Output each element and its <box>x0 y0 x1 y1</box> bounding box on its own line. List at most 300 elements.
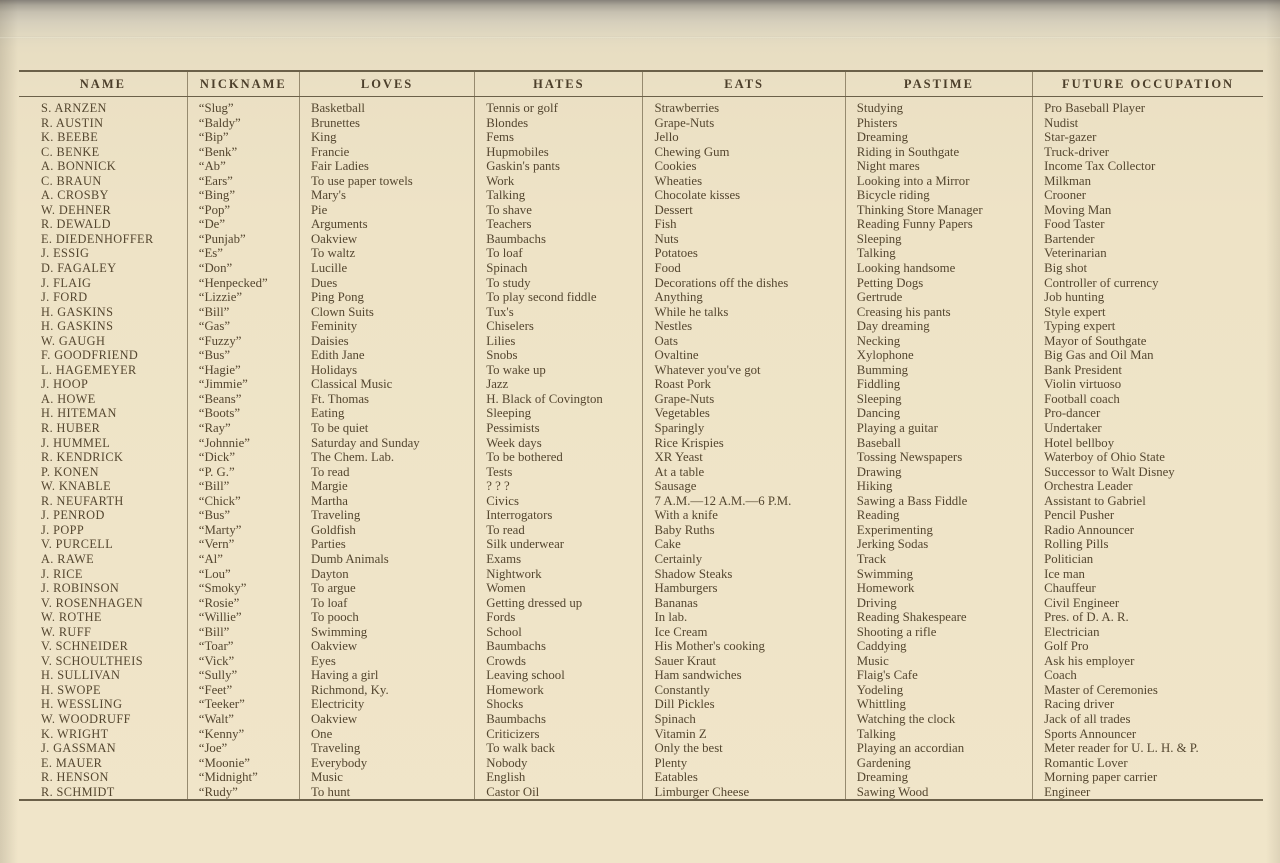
cell-hates: Interrogators <box>475 508 643 523</box>
table-row <box>19 639 1263 654</box>
cell-hates: Snobs <box>475 348 643 363</box>
cell-loves: Eyes <box>299 654 474 669</box>
cell-eats: Bananas <box>643 596 845 611</box>
cell-pastime: Looking handsome <box>845 261 1032 276</box>
cell-nickname: “Dick” <box>187 450 299 465</box>
cell-eats: XR Yeast <box>643 450 845 465</box>
table-row <box>19 537 1263 552</box>
cell-eats: Spinach <box>643 712 845 727</box>
cell-future_occupation: Radio Announcer <box>1044 522 1135 537</box>
cell-name: R. AUSTIN <box>19 116 187 131</box>
cell-hates: Women <box>475 581 643 596</box>
cell-eats: Ice Cream <box>643 625 845 640</box>
cell-name: W. WOODRUFF <box>19 712 187 727</box>
cell-pastime: Fiddling <box>845 377 1032 392</box>
cell-eats: Cookies <box>643 159 845 174</box>
cell-eats: Chewing Gum <box>643 145 845 160</box>
cell-future_occupation: Big Gas and Oil Man <box>1044 348 1154 363</box>
table-row <box>19 741 1263 756</box>
cell-hates: Sleeping <box>475 406 643 421</box>
cell-hates: To shave <box>475 203 643 218</box>
cell-hates: Baumbachs <box>475 232 643 247</box>
cell-hates: To play second fiddle <box>475 290 643 305</box>
cell-future_occupation: Truck-driver <box>1044 144 1110 159</box>
cell-hates: To loaf <box>475 246 643 261</box>
cell-name: J. ROBINSON <box>19 581 187 596</box>
table-row <box>19 436 1263 451</box>
cell-future_occupation: Mayor of Southgate <box>1044 333 1147 348</box>
cell-name: K. WRIGHT <box>19 727 187 742</box>
table-row <box>19 290 1263 305</box>
cell-name: D. FAGALEY <box>19 261 187 276</box>
cell-future_occupation: Bartender <box>1044 231 1095 246</box>
cell-nickname: “Vick” <box>187 654 299 669</box>
cell-pastime: Petting Dogs <box>845 276 1032 291</box>
table-row <box>19 406 1263 421</box>
cell-name: A. CROSBY <box>19 188 187 203</box>
cell-name: P. KONEN <box>19 465 187 480</box>
table-row <box>19 552 1263 567</box>
cell-hates: Civics <box>475 494 643 509</box>
cell-future_occupation: Jack of all trades <box>1044 711 1131 726</box>
cell-future_occupation: Income Tax Collector <box>1044 159 1156 174</box>
cell-loves: Ft. Thomas <box>299 392 474 407</box>
cell-name: C. BRAUN <box>19 174 187 189</box>
table-row <box>19 654 1263 669</box>
cell-name: V. ROSENHAGEN <box>19 596 187 611</box>
cell-nickname: “Feet” <box>187 683 299 698</box>
cell-name: J. ESSIG <box>19 246 187 261</box>
cell-nickname: “Vern” <box>187 537 299 552</box>
cell-nickname: “Moonie” <box>187 756 299 771</box>
cell-future_occupation: Racing driver <box>1044 697 1115 712</box>
cell-name: J. POPP <box>19 523 187 538</box>
cell-nickname: “Lizzie” <box>187 290 299 305</box>
cell-pastime: Bicycle riding <box>845 188 1032 203</box>
cell-pastime: Sawing a Bass Fiddle <box>845 494 1032 509</box>
column-header-hates: HATES <box>475 71 643 97</box>
cell-hates: Week days <box>475 436 643 451</box>
cell-nickname: “Pop” <box>187 203 299 218</box>
cell-loves: To waltz <box>299 246 474 261</box>
cell-name: J. HUMMEL <box>19 436 187 451</box>
cell-eats: Vegetables <box>643 406 845 421</box>
cell-eats: Jello <box>643 130 845 145</box>
cell-pastime: Jerking Sodas <box>845 537 1032 552</box>
cell-loves: Oakview <box>299 712 474 727</box>
cell-eats: Only the best <box>643 741 845 756</box>
table-body <box>19 97 1263 801</box>
cell-eats: Sausage <box>643 479 845 494</box>
cell-nickname: “Fuzzy” <box>187 334 299 349</box>
cell-eats: Constantly <box>643 683 845 698</box>
cell-nickname: “Midnight” <box>187 770 299 785</box>
cell-eats: Strawberries <box>643 97 845 116</box>
cell-nickname: “Marty” <box>187 523 299 538</box>
cell-future_occupation: Engineer <box>1044 784 1091 799</box>
table-row <box>19 174 1263 189</box>
cell-nickname: “Baldy” <box>187 116 299 131</box>
cell-pastime: Sleeping <box>845 392 1032 407</box>
table-row <box>19 610 1263 625</box>
cell-eats: Grape-Nuts <box>643 116 845 131</box>
cell-hates: To wake up <box>475 363 643 378</box>
table-row <box>19 508 1263 523</box>
cell-nickname: “Boots” <box>187 406 299 421</box>
cell-name: R. KENDRICK <box>19 450 187 465</box>
table-row <box>19 261 1263 276</box>
cell-hates: Nightwork <box>475 567 643 582</box>
cell-future_occupation: Rolling Pills <box>1044 537 1109 552</box>
cell-future_occupation: Civil Engineer <box>1044 595 1120 610</box>
cell-loves: Everybody <box>299 756 474 771</box>
cell-loves: To read <box>299 465 474 480</box>
cell-future_occupation: Waterboy of Ohio State <box>1044 450 1165 465</box>
cell-nickname: “Jimmie” <box>187 377 299 392</box>
table-row <box>19 668 1263 683</box>
table-row <box>19 232 1263 247</box>
senior-statistics-table <box>19 70 1263 801</box>
header-row <box>19 71 1263 97</box>
cell-eats: Rice Krispies <box>643 436 845 451</box>
table-row <box>19 581 1263 596</box>
cell-nickname: “Rudy” <box>187 785 299 801</box>
cell-nickname: “Punjab” <box>187 232 299 247</box>
cell-name: J. HOOP <box>19 377 187 392</box>
cell-future_occupation: Milkman <box>1044 173 1092 188</box>
cell-hates: Castor Oil <box>475 785 643 801</box>
table-row <box>19 305 1263 320</box>
cell-eats: Certainly <box>643 552 845 567</box>
cell-name: A. RAWE <box>19 552 187 567</box>
cell-loves: Feminity <box>299 319 474 334</box>
cell-eats: Roast Pork <box>643 377 845 392</box>
cell-loves: Oakview <box>299 232 474 247</box>
table-row <box>19 319 1263 334</box>
cell-eats: In lab. <box>643 610 845 625</box>
cell-pastime: Hiking <box>845 479 1032 494</box>
cell-nickname: “Kenny” <box>187 727 299 742</box>
cell-eats: Whatever you've got <box>643 363 845 378</box>
cell-future_occupation: Big shot <box>1044 261 1088 276</box>
cell-nickname: “Don” <box>187 261 299 276</box>
cell-pastime: Playing an accordian <box>845 741 1032 756</box>
cell-loves: Saturday and Sunday <box>299 436 474 451</box>
cell-hates: Tennis or golf <box>475 97 643 116</box>
cell-pastime: Thinking Store Manager <box>845 203 1032 218</box>
cell-future_occupation: Coach <box>1044 668 1077 683</box>
cell-loves: Ping Pong <box>299 290 474 305</box>
cell-future_occupation: Violin virtuoso <box>1044 377 1122 392</box>
cell-eats: Nuts <box>643 232 845 247</box>
cell-name: H. SWOPE <box>19 683 187 698</box>
cell-hates: Getting dressed up <box>475 596 643 611</box>
cell-hates: Work <box>475 174 643 189</box>
cell-loves: Classical Music <box>299 377 474 392</box>
table-row <box>19 145 1263 160</box>
cell-hates: Leaving school <box>475 668 643 683</box>
cell-loves: Martha <box>299 494 474 509</box>
cell-pastime: Looking into a Mirror <box>845 174 1032 189</box>
cell-hates: Chiselers <box>475 319 643 334</box>
cell-loves: Dayton <box>299 567 474 582</box>
cell-name: V. PURCELL <box>19 537 187 552</box>
cell-pastime: Reading Shakespeare <box>845 610 1032 625</box>
cell-nickname: “Es” <box>187 246 299 261</box>
cell-nickname: “De” <box>187 217 299 232</box>
cell-future_occupation: Chauffeur <box>1044 581 1096 596</box>
cell-future_occupation: Hotel bellboy <box>1044 435 1115 450</box>
cell-hates: Homework <box>475 683 643 698</box>
cell-pastime: Bumming <box>845 363 1032 378</box>
cell-name: H. GASKINS <box>19 319 187 334</box>
cell-name: A. HOWE <box>19 392 187 407</box>
cell-hates: Spinach <box>475 261 643 276</box>
cell-pastime: Swimming <box>845 567 1032 582</box>
table-row <box>19 697 1263 712</box>
cell-nickname: “Hagie” <box>187 363 299 378</box>
cell-pastime: Playing a guitar <box>845 421 1032 436</box>
column-header-pastime: PASTIME <box>845 71 1032 97</box>
paper-crease <box>0 36 1280 39</box>
cell-loves: To be quiet <box>299 421 474 436</box>
cell-loves: To argue <box>299 581 474 596</box>
cell-name: A. BONNICK <box>19 159 187 174</box>
cell-pastime: Yodeling <box>845 683 1032 698</box>
cell-pastime: Day dreaming <box>845 319 1032 334</box>
cell-eats: 7 A.M.—12 A.M.—6 P.M. <box>643 494 845 509</box>
cell-loves: Pie <box>299 203 474 218</box>
cell-name: H. SULLIVAN <box>19 668 187 683</box>
cell-eats: At a table <box>643 465 845 480</box>
cell-pastime: Watching the clock <box>845 712 1032 727</box>
table-row <box>19 334 1263 349</box>
cell-nickname: “Henpecked” <box>187 276 299 291</box>
cell-loves: Edith Jane <box>299 348 474 363</box>
cell-name: F. GOODFRIEND <box>19 348 187 363</box>
cell-pastime: Xylophone <box>845 348 1032 363</box>
cell-future_occupation: Assistant to Gabriel <box>1044 493 1146 508</box>
cell-pastime: Creasing his pants <box>845 305 1032 320</box>
cell-loves: Traveling <box>299 508 474 523</box>
cell-loves: Holidays <box>299 363 474 378</box>
cell-future_occupation: Politician <box>1044 551 1094 566</box>
table-row <box>19 276 1263 291</box>
cell-future_occupation: Electrician <box>1044 624 1100 639</box>
cell-eats: Food <box>643 261 845 276</box>
cell-loves: To loaf <box>299 596 474 611</box>
cell-pastime: Gardening <box>845 756 1032 771</box>
cell-future_occupation: Controller of currency <box>1044 275 1159 290</box>
cell-eats: Eatables <box>643 770 845 785</box>
cell-eats: Sparingly <box>643 421 845 436</box>
cell-loves: Music <box>299 770 474 785</box>
cell-pastime: Caddying <box>845 639 1032 654</box>
cell-nickname: “Benk” <box>187 145 299 160</box>
cell-eats: Anything <box>643 290 845 305</box>
cell-nickname: “Willie” <box>187 610 299 625</box>
cell-hates: Tux's <box>475 305 643 320</box>
cell-pastime: Dreaming <box>845 770 1032 785</box>
cell-eats: Shadow Steaks <box>643 567 845 582</box>
cell-loves: Fair Ladies <box>299 159 474 174</box>
cell-nickname: “Bill” <box>187 625 299 640</box>
table-row <box>19 567 1263 582</box>
cell-future_occupation: Typing expert <box>1044 319 1116 334</box>
table-row <box>19 683 1263 698</box>
cell-eats: Dessert <box>643 203 845 218</box>
cell-pastime: Sawing Wood <box>845 785 1032 801</box>
cell-pastime: Gertrude <box>845 290 1032 305</box>
cell-eats: Vitamin Z <box>643 727 845 742</box>
cell-eats: Wheaties <box>643 174 845 189</box>
cell-eats: With a knife <box>643 508 845 523</box>
table-row <box>19 421 1263 436</box>
cell-nickname: “Chick” <box>187 494 299 509</box>
cell-eats: While he talks <box>643 305 845 320</box>
cell-pastime: Studying <box>845 97 1032 116</box>
cell-hates: Baumbachs <box>475 712 643 727</box>
cell-pastime: Reading Funny Papers <box>845 217 1032 232</box>
cell-name: C. BENKE <box>19 145 187 160</box>
cell-nickname: “Rosie” <box>187 596 299 611</box>
cell-eats: Nestles <box>643 319 845 334</box>
cell-loves: The Chem. Lab. <box>299 450 474 465</box>
cell-nickname: “Teeker” <box>187 697 299 712</box>
cell-loves: Clown Suits <box>299 305 474 320</box>
cell-hates: Teachers <box>475 217 643 232</box>
table-row <box>19 596 1263 611</box>
cell-hates: Talking <box>475 188 643 203</box>
cell-nickname: “Lou” <box>187 567 299 582</box>
cell-loves: King <box>299 130 474 145</box>
cell-loves: Parties <box>299 537 474 552</box>
cell-hates: Gaskin's pants <box>475 159 643 174</box>
cell-hates: English <box>475 770 643 785</box>
table-row <box>19 494 1263 509</box>
cell-loves: To hunt <box>299 785 474 801</box>
cell-eats: Ovaltine <box>643 348 845 363</box>
cell-pastime: Riding in Southgate <box>845 145 1032 160</box>
cell-name: J. FORD <box>19 290 187 305</box>
cell-hates: H. Black of Covington <box>475 392 643 407</box>
cell-loves: One <box>299 727 474 742</box>
cell-name: S. ARNZEN <box>19 97 187 116</box>
cell-loves: Eating <box>299 406 474 421</box>
cell-future_occupation: Sports Announcer <box>1044 726 1137 741</box>
table-row <box>19 246 1263 261</box>
cell-hates: Blondes <box>475 116 643 131</box>
table-row <box>19 203 1263 218</box>
cell-pastime: Driving <box>845 596 1032 611</box>
table-row <box>19 348 1263 363</box>
cell-future_occupation: Veterinarian <box>1044 246 1107 261</box>
cell-pastime: Night mares <box>845 159 1032 174</box>
column-header-name: NAME <box>19 71 187 97</box>
cell-loves: To use paper towels <box>299 174 474 189</box>
table-row <box>19 363 1263 378</box>
cell-pastime: Music <box>845 654 1032 669</box>
cell-eats: Cake <box>643 537 845 552</box>
table-row <box>19 116 1263 131</box>
cell-name: R. SCHMIDT <box>19 785 187 801</box>
cell-name: R. NEUFARTH <box>19 494 187 509</box>
cell-future_occupation: Ice man <box>1044 566 1085 581</box>
cell-nickname: “Ray” <box>187 421 299 436</box>
table-row <box>19 712 1263 727</box>
cell-name: W. GAUGH <box>19 334 187 349</box>
cell-future_occupation: Job hunting <box>1044 290 1105 305</box>
table-row <box>19 727 1263 742</box>
cell-hates: ? ? ? <box>475 479 643 494</box>
cell-eats: Decorations off the dishes <box>643 276 845 291</box>
cell-pastime: Baseball <box>845 436 1032 451</box>
cell-eats: Chocolate kisses <box>643 188 845 203</box>
cell-hates: Jazz <box>475 377 643 392</box>
cell-future_occupation: Undertaker <box>1044 421 1102 436</box>
cell-eats: Plenty <box>643 756 845 771</box>
cell-future_occupation: Nudist <box>1044 115 1079 130</box>
cell-pastime: Sleeping <box>845 232 1032 247</box>
cell-eats: Potatoes <box>643 246 845 261</box>
cell-eats: Oats <box>643 334 845 349</box>
cell-future_occupation: Golf Pro <box>1044 639 1089 654</box>
cell-name: W. ROTHE <box>19 610 187 625</box>
cell-future_occupation: Style expert <box>1044 304 1106 319</box>
table-row <box>19 785 1263 801</box>
cell-name: R. HENSON <box>19 770 187 785</box>
cell-name: J. PENROD <box>19 508 187 523</box>
table-row <box>19 130 1263 145</box>
cell-name: E. DIEDENHOFFER <box>19 232 187 247</box>
cell-name: R. DEWALD <box>19 217 187 232</box>
cell-name: L. HAGEMEYER <box>19 363 187 378</box>
cell-pastime: Dreaming <box>845 130 1032 145</box>
column-header-future_occupation: FUTURE OCCUPATION <box>1033 71 1263 97</box>
cell-name: W. DEHNER <box>19 203 187 218</box>
cell-eats: Grape-Nuts <box>643 392 845 407</box>
cell-hates: Criticizers <box>475 727 643 742</box>
cell-pastime: Necking <box>845 334 1032 349</box>
cell-loves: To pooch <box>299 610 474 625</box>
cell-nickname: “Walt” <box>187 712 299 727</box>
cell-nickname: “Sully” <box>187 668 299 683</box>
cell-nickname: “Al” <box>187 552 299 567</box>
table-row <box>19 450 1263 465</box>
cell-future_occupation: Successor to Walt Disney <box>1044 464 1175 479</box>
cell-name: K. BEEBE <box>19 130 187 145</box>
cell-nickname: “Bill” <box>187 479 299 494</box>
cell-pastime: Talking <box>845 727 1032 742</box>
cell-future_occupation: Star-gazer <box>1044 130 1097 145</box>
cell-hates: To walk back <box>475 741 643 756</box>
cell-nickname: “Bus” <box>187 348 299 363</box>
cell-loves: Dues <box>299 276 474 291</box>
cell-eats: Fish <box>643 217 845 232</box>
cell-name: H. WESSLING <box>19 697 187 712</box>
cell-loves: Daisies <box>299 334 474 349</box>
cell-pastime: Homework <box>845 581 1032 596</box>
cell-name: V. SCHNEIDER <box>19 639 187 654</box>
cell-pastime: Dancing <box>845 406 1032 421</box>
cell-hates: To read <box>475 523 643 538</box>
cell-hates: School <box>475 625 643 640</box>
cell-future_occupation: Meter reader for U. L. H. & P. <box>1044 741 1199 756</box>
cell-eats: Ham sandwiches <box>643 668 845 683</box>
cell-name: H. GASKINS <box>19 305 187 320</box>
cell-loves: Goldfish <box>299 523 474 538</box>
column-header-loves: LOVES <box>299 71 474 97</box>
